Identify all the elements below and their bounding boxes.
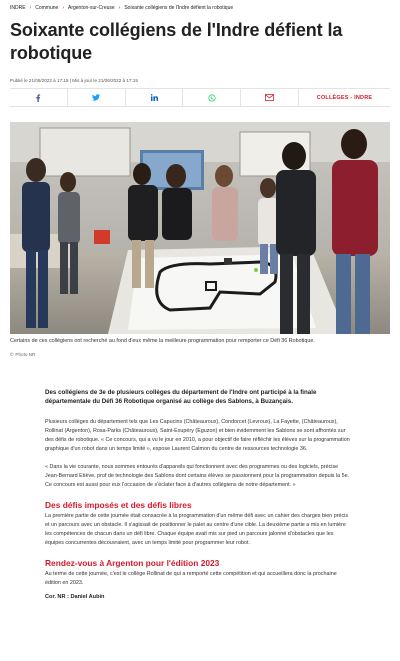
chevron-right-icon: ›: [118, 5, 121, 11]
tag-link-cell: [299, 89, 390, 106]
breadcrumb: [10, 5, 233, 11]
twitter-icon: [92, 94, 100, 101]
article-body: [45, 388, 353, 600]
photo-caption: Certains de ces collégiens ont recherché au fond d'eux même la meilleure programmation pour remporter ce Défi 36 Robotique.: [10, 338, 315, 344]
share-whatsapp-button[interactable]: [183, 89, 241, 106]
email-icon: [265, 94, 274, 101]
breadcrumb-item-indre[interactable]: INDRE: [10, 5, 26, 11]
share-bar: [10, 88, 390, 107]
whatsapp-icon: [208, 94, 216, 102]
share-twitter-button[interactable]: [68, 89, 126, 106]
breadcrumb-item-commune[interactable]: Commune: [35, 5, 59, 11]
classroom-photo: [10, 122, 390, 334]
breadcrumb-item-current: Soixante collégiens de l'Indre défient la robotique: [124, 5, 234, 11]
chevron-right-icon: ›: [62, 5, 64, 11]
article-paragraph: Plusieurs collèges du département tels que Les Capucins (Châteauroux), Condorcet (Levroux), La Fayette, (Châteauroux), Rollinat (Argenton), Rosa-Parks (Châteauroux), Saint-Exupéry (Eguzon) et bien évidemment les Sablons se sont affrontés sur des défis de robotique. « Ce concours, qui a vu le jour en 2010, a pour objectif de faire réfléchir les élèves sur la programmation graphique d'un robot dans un temps limité », expose Laurent Calmon du centre de ressources technologie 36.: [45, 419, 350, 453]
section-heading: Rendez-vous à Argenton pour l'édition 2023: [45, 558, 220, 569]
photo-credit-label: Photo NR: [15, 352, 36, 357]
article-signature: Cor. NR : Daniel Aubin: [45, 594, 105, 601]
article-lead: Des collégiens de 3e de plusieurs collèges du département de l'Indre ont participé à la finale départementale du Défi 36 Robotique organisé au collège des Sablons, à Buzançais.: [45, 389, 317, 406]
page-title: Soixante collégiens de l'Indre défient la robotique: [10, 20, 343, 63]
section-heading: Des défis imposés et des défis libres: [45, 499, 192, 510]
share-email-button[interactable]: [241, 89, 299, 106]
linkedin-icon: [151, 94, 158, 101]
article-paragraph: Au terme de cette journée, c'est le collège Rollinat de qui a remporté cette compétition et qui accueillera donc la prochaine édition en 2023.: [45, 571, 337, 587]
photo-credit: [10, 352, 35, 357]
share-facebook-button[interactable]: [10, 89, 68, 106]
facebook-icon: [35, 94, 41, 102]
tag-link-colleges-indre[interactable]: COLLÈGES - INDRE: [316, 94, 373, 101]
chevron-right-icon: ›: [29, 5, 32, 11]
breadcrumb-item-city[interactable]: Argenton-sur-Creuse: [67, 5, 115, 11]
article-paragraph: La première partie de cette journée était consacrée à la programmation d'un même défi avec un cahier des charges bien précis et un parcours avec un obstacle. Il s'agissait de positionner le palet au centre d'une cible. La deuxième partie a mis en lumière les compétences de chacun dans un défi libre. Chaque équipe avait mis sur pied un parcours jalonné d'obstacles que les équipes concurrentes découvraient, avec un temps limité pour programmer leur robot.: [45, 512, 349, 547]
share-linkedin-button[interactable]: [126, 89, 184, 106]
publication-meta: Publié le 21/06/2022 à 17:15 | Mis à jour le 21/06/2022 à 17:15: [10, 78, 138, 83]
article-photo: [10, 122, 390, 334]
article-paragraph: « Dans la vie courante, nous sommes entourés d'appareils qui fonctionnent avec des programmes ou des logiciels, précise Jean-Bernard Etiève, prof de technologie des Sablons dont certains élèves se passionnent pour la programmation depuis la 5e. Ce concours est aussi pour eux l'occasion de s'éclater face à d'autres collégiens de notre département. »: [45, 463, 350, 488]
copyright-icon: ©: [10, 352, 14, 357]
